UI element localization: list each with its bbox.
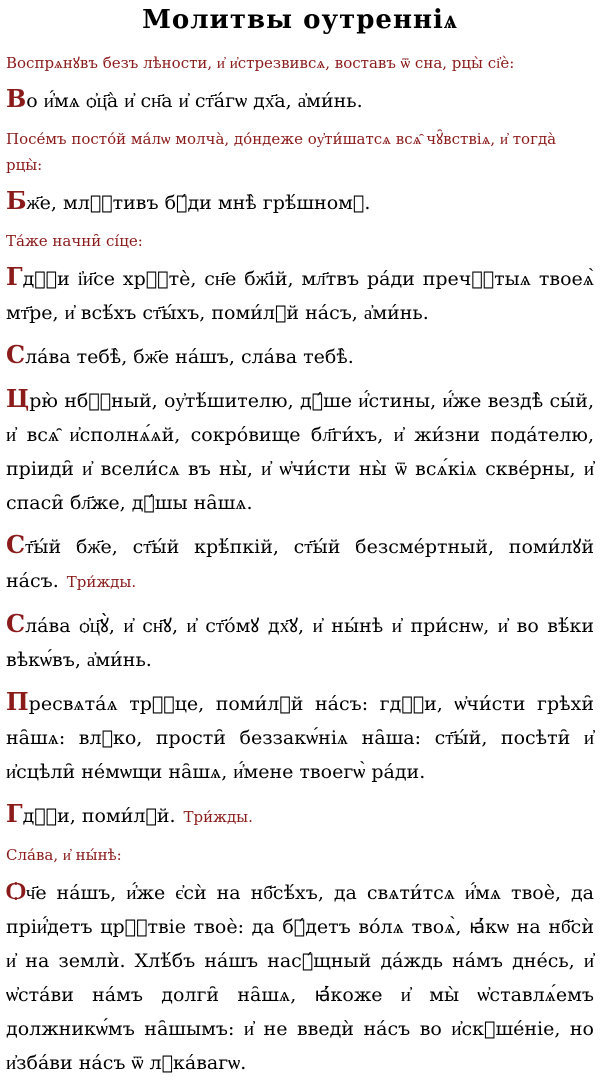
inline-rubric: Три́жды. [183,808,253,826]
rubric-text: Сла́ва, и҆ ны́нѣ: [6,846,122,864]
rubric-text: Та́же начни̑ сі́це: [6,232,143,250]
prayer-paragraph [6,528,594,599]
prayer-paragraph [6,260,594,330]
prayer-line: т҃ы́й бж҃е, ст҃ы́й крѣ́пкій, ст҃ы́й безсме́ртный, поми́лꙋй на́съ. [6,536,594,592]
page-title: Молитвы оутренніѧ [142,5,458,35]
prayer-paragraph [6,338,594,374]
drop-initial: В [6,84,27,113]
prayer-paragraph [6,607,594,677]
drop-initial: С [6,530,26,559]
prayer-line: ла́ва ѻ҆ц҃ꙋ̀, и҆ сн҃ꙋ, и҆ ст҃о́мꙋ дх҃ꙋ, и҆ ны́нѣ и҆ при́снѡ, и҆ во вѣ́ки вѣкѡ́въ, а҆ми́нь. [6,615,594,671]
prayer-paragraph [6,797,594,834]
prayer-paragraph [6,874,594,1080]
drop-initial: Ц [6,384,30,413]
drop-initial: Г [6,799,23,828]
drop-initial: С [6,609,26,638]
rubric-text: Посе́мъ посто́й ма́лѡ молча̀, до́ндеже оу҆ти́шатсѧ всѧ̑ чꙋ̑вствіѧ, и҆ тогда̀ рцы̀: [6,130,557,174]
prayer-line: ла́ва тебѣ̀, бж҃е на́шъ, сла́ва тебѣ̀. [25,346,354,368]
drop-initial: Г [6,262,23,291]
drop-initial: Ѻ [6,876,26,905]
drop-initial: Б [6,186,27,215]
prayer-line: дⷭ҇и, поми́лꙋй. [22,805,176,827]
rubric-text: Воспрѧнꙋвъ безъ лѣности, и҆ и҆стрезвивсѧ, воставъ ѿ сна, рцы̀ сі҆ѐ: [6,54,515,72]
prayer-line: дⷭ҇и і҆и҃се хрⷭ҇тѐ, сн҃е бж҃ій, мл҃твъ ра́ди пречⷭ҇тыѧ твоеѧ̀ мт҃ре, и҆ всѣ́хъ ст҃ы́хъ, поми́лꙋй на́съ, а҆ми́нь. [6,268,594,324]
prayer-text [6,50,594,1080]
prayer-paragraph [6,382,594,520]
prayer-line: ч҃е на́шъ, и҆́же є҆сѝ на нб҃сѣ́хъ, да свѧти́тсѧ и҆́мѧ твоѐ, да пріи҆́детъ црⷭ҇твіе твоѐ: да бꙋ́детъ во́лѧ твоѧ̀, ꙗ҆́кѡ на нб҃сѝ и҆ на землѝ. Хлѣ́бъ на́шъ насꙋ́щный да́ждь на́мъ дне́сь, и҆ ѡ҆ста́ви на́мъ долги̑ на̑шѧ, ꙗ҆́коже и҆ мы̀ ѡ҆ставлѧ́емъ должникѡ́мъ на̑шымъ: и҆ не введѝ на́съ во и҆скꙋше́ніе, но и҆зба́ви на́съ ѿ лꙋка́вагѡ. [6,882,594,1074]
inline-rubric: Три́жды. [66,573,137,591]
prayer-paragraph [6,685,594,789]
prayer-line: ресвѧта́ѧ трⷪ҇це, поми́лꙋй на́съ: гдⷭ҇и, ѡ҆чи́сти грѣхи̑ на̑шѧ: влⷣко, прости̑ беззакѡ́ніѧ на̑ша: ст҃ы́й, посѣти̑ и҆ и҆сцѣли̑ не́мѡщи на̑шѧ, и҆́мене твоегѡ̀ ра́ди. [6,693,594,783]
prayer-line: рю̀ нбⷭ҇ный, оу҆тѣ́шителю, дꙋ́ше и҆́стины, и҆́же вездѣ̀ сы́й, и҆ всѧ̑ и҆сполнѧ́ѧй, сокро́вище бл҃ги́хъ, и҆ жи́зни пода́телю, пріиди̑ и҆ всели́сѧ въ ны̀, и҆ ѡ҆чи́сти ны̀ ѿ всѧ́кіѧ скве́рны, и҆ спаси̑ бл҃же, дꙋ́шы на̑шѧ. [6,390,594,514]
drop-initial: С [6,340,26,369]
prayer-line: ж҃е, млⷭ҇тивъ бꙋ́ди мнѣ̀ грѣ́шномꙋ. [26,192,371,214]
prayer-paragraph [6,184,594,220]
prayer-paragraph [6,82,594,118]
drop-initial: П [6,687,29,716]
prayer-line: о и҆́мѧ ѻ҆ц҃а̀ и҆ сн҃а и҆ ст҃а́гѡ дх҃а, а҆ми́нь. [26,90,363,112]
